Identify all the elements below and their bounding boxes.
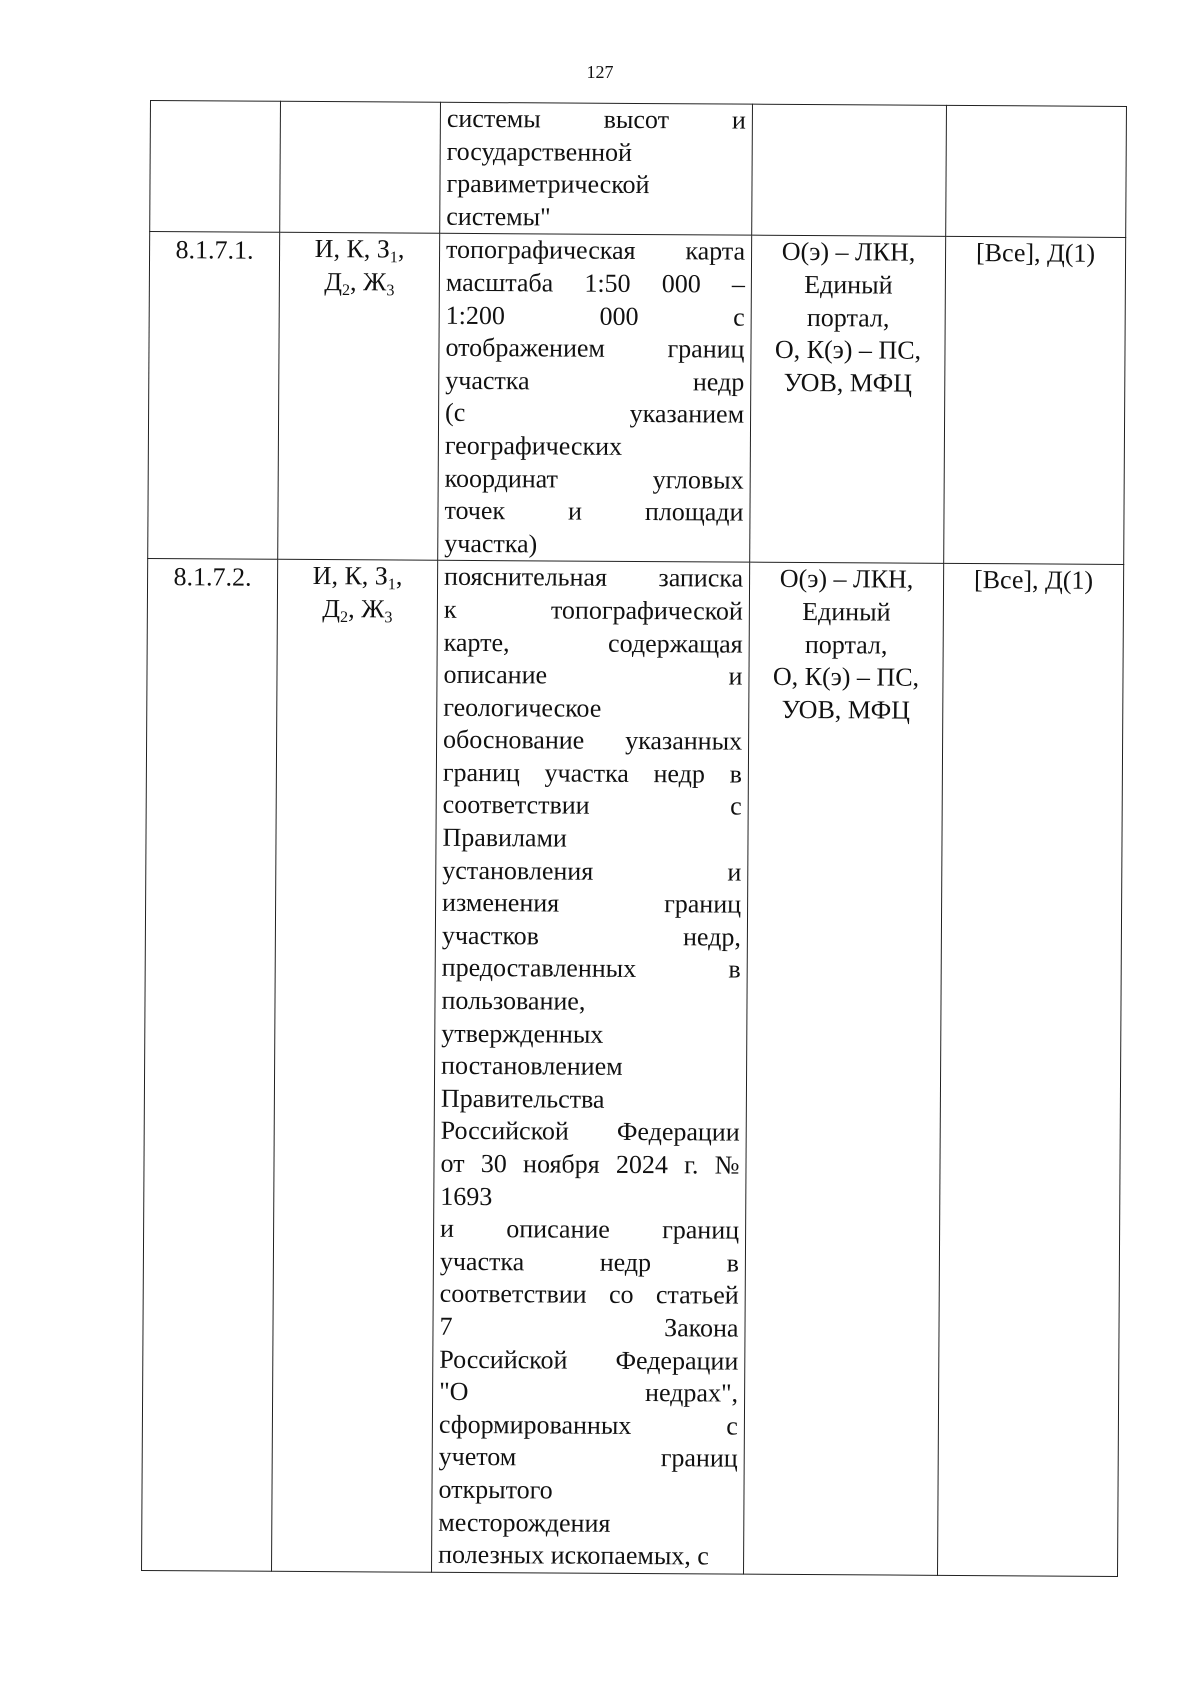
code-cell: 8.1.7.1. [148,232,280,560]
description-line: (с указанием [445,398,745,429]
description-line: пользование, [441,985,586,1016]
description-line: соответствии со статьей [439,1279,739,1310]
description-cell [440,102,753,235]
categories-cell: И, К, $З_1$, $Д_2$, $Ж_3$ [278,233,440,561]
categories-cell [280,101,441,233]
description-line: месторождения [438,1507,611,1538]
description-line: Российской Федерации [440,1116,740,1148]
description-line: координат угловых [444,463,744,495]
description-line: масштаба 1:50 000 – [445,267,745,299]
description-line: государственной [446,136,633,167]
description-line: и описание границ [440,1213,740,1245]
categories-cell: И, К, $З_1$, $Д_2$, $Ж_3$ [272,560,438,1572]
description-line: предоставленных в [441,953,741,985]
description-line: изменения границ [442,888,742,919]
code-cell: 8.1.7.2. [142,559,278,1571]
description-line: полезных ископаемых, с [438,1539,709,1571]
description-line: постановлением [441,1051,623,1082]
description-line: соответствии с [442,790,742,822]
description-line: открытого [438,1474,553,1505]
description-line: отображением границ [445,332,745,364]
description-line: к топографической [443,594,743,626]
description-line: пояснительная записка [444,562,744,593]
description-line: топографическая карта [446,235,746,267]
description-line: системы" [446,201,551,232]
description-line: 1:200 000 с [445,300,745,332]
description-line: системы высот и [446,103,746,135]
description-line: обоснование указанных [443,725,743,756]
code-cell [150,101,281,233]
description-line: Российской Федерации [439,1344,739,1376]
page-number: 127 [586,62,614,82]
description-line: участка недр в [439,1246,739,1278]
channels-cell: О(э) – ЛКН, Единый портал, О, К(э) – ПС, УОВ, МФЦ [750,236,946,564]
description-line: точек и площади [444,495,744,527]
description-line: участков недр, [441,920,741,952]
description-line: границ участка недр в [442,757,742,789]
description-cell [432,561,750,1574]
description-line: 7 Закона [439,1311,739,1343]
channels-cell [752,104,947,237]
description-line: гравиметрической [446,169,650,200]
description-line: учетом границ [438,1442,738,1473]
description-line: географических [444,430,623,461]
requirements-table [141,100,1127,1577]
description-line: "О недрах", [439,1376,739,1408]
description-line: карте, содержащая [443,627,743,659]
recipients-cell [946,105,1127,237]
description-line: участка недр [445,365,745,397]
description-line: утвержденных [441,1018,604,1049]
description-line: Правилами [442,822,567,853]
recipients-cell: [Все], Д(1) [938,564,1124,1576]
channels-cell: О(э) – ЛКН, Единый портал, О, К(э) – ПС, УОВ, МФЦ [744,562,944,1575]
table-row [142,559,1124,1576]
description-line: сформированных с [438,1409,739,1441]
description-line: установления и [442,855,742,887]
description-line: описание и [443,659,743,691]
recipients-cell: [Все], Д(1) [944,237,1126,565]
table-row [150,101,1127,238]
table-row [148,232,1126,565]
description-line: Правительства [440,1083,605,1114]
description-line: от 30 ноября 2024 г. № [440,1148,740,1180]
description-line: геологическое [443,692,602,723]
description-line: участка) [444,528,538,559]
description-cell [438,234,752,563]
description-line: 1693 [440,1181,493,1211]
